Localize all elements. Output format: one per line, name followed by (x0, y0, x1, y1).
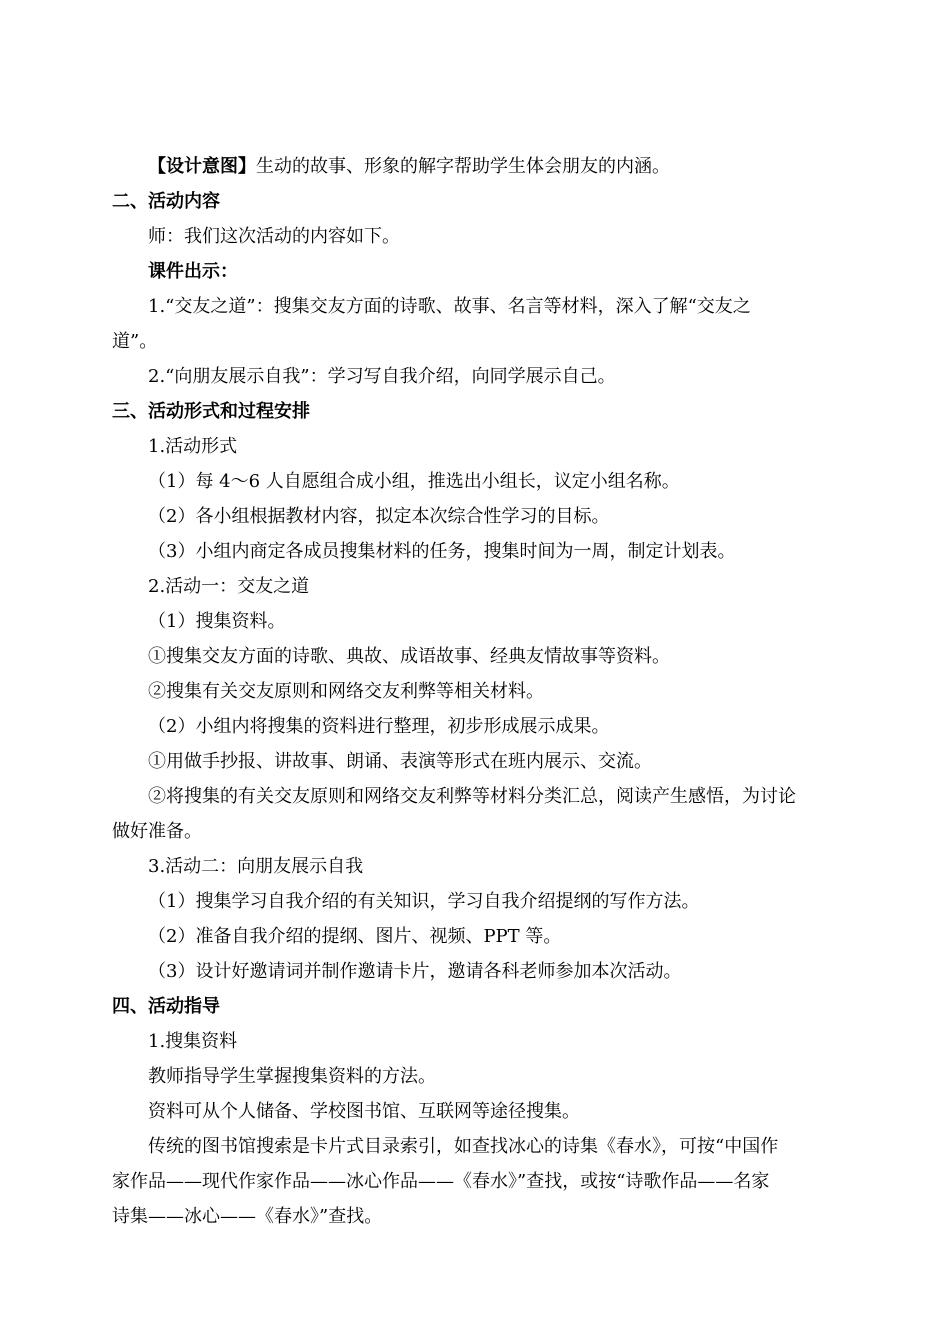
design-intent-text: 生动的故事、形象的解字帮助学生体会朋友的内涵。 (256, 156, 670, 177)
list-item: （3）设计好邀请词并制作邀请卡片，邀请各科老师参加本次活动。 (148, 961, 682, 982)
list-item: ①用做手抄报、讲故事、朗诵、表演等形式在班内展示、交流。 (148, 751, 652, 772)
paragraph: 2.“向朋友展示自我”：学习写自我介绍，向同学展示自己。 (148, 366, 616, 387)
list-item: （2）准备自我介绍的提纲、图片、视频、PPT 等。 (148, 926, 562, 947)
paragraph: 3.活动二：向朋友展示自我 (148, 856, 364, 877)
paragraph-continuation: 诗集——冰心——《春水》”查找。 (112, 1206, 383, 1227)
paragraph: 1.搜集资料 (148, 1031, 238, 1052)
list-item: （1）每 4～6 人自愿组合成小组，推选出小组长，议定小组名称。 (148, 471, 680, 492)
list-item: （3）小组内商定各成员搜集材料的任务，搜集时间为一周，制定计划表。 (148, 541, 736, 562)
paragraph: 资料可从个人储备、学校图书馆、互联网等途径搜集。 (148, 1101, 580, 1122)
paragraph: 传统的图书馆搜索是卡片式目录索引，如查找冰心的诗集《春水》，可按“中国作 (148, 1136, 779, 1157)
design-intent-label: 【设计意图】 (148, 156, 256, 177)
paragraph: 1.“交友之道”：搜集交友方面的诗歌、故事、名言等材料，深入了解“交友之 (148, 296, 751, 317)
subheading: 课件出示： (148, 261, 238, 282)
list-item: （1）搜集学习自我介绍的有关知识，学习自我介绍提纲的写作方法。 (148, 891, 700, 912)
paragraph-continuation: 道”。 (112, 331, 158, 352)
paragraph: 1.活动形式 (148, 436, 238, 457)
paragraph-continuation: 做好准备。 (112, 821, 202, 842)
section-heading: 四、活动指导 (112, 996, 220, 1017)
list-item: ②搜集有关交友原则和网络交友利弊等相关材料。 (148, 681, 544, 702)
section-heading: 三、活动形式和过程安排 (112, 401, 310, 422)
paragraph: 2.活动一：交友之道 (148, 576, 310, 597)
list-item: （2）小组内将搜集的资料进行整理，初步形成展示成果。 (148, 716, 610, 737)
paragraph-continuation: 家作品——现代作家作品——冰心作品——《春水》”查找，或按“诗歌作品——名家 (112, 1171, 770, 1192)
list-item: （2）各小组根据教材内容，拟定本次综合性学习的目标。 (148, 506, 610, 527)
list-item: ①搜集交友方面的诗歌、典故、成语故事、经典友情故事等资料。 (148, 646, 670, 667)
design-intent-line (148, 155, 670, 179)
list-item: ②将搜集的有关交友原则和网络交友利弊等材料分类汇总，阅读产生感悟，为讨论 (148, 786, 796, 807)
paragraph: 师：我们这次活动的内容如下。 (148, 226, 400, 247)
section-heading: 二、活动内容 (112, 191, 220, 212)
paragraph: 教师指导学生掌握搜集资料的方法。 (148, 1066, 436, 1087)
list-item: （1）搜集资料。 (148, 611, 286, 632)
